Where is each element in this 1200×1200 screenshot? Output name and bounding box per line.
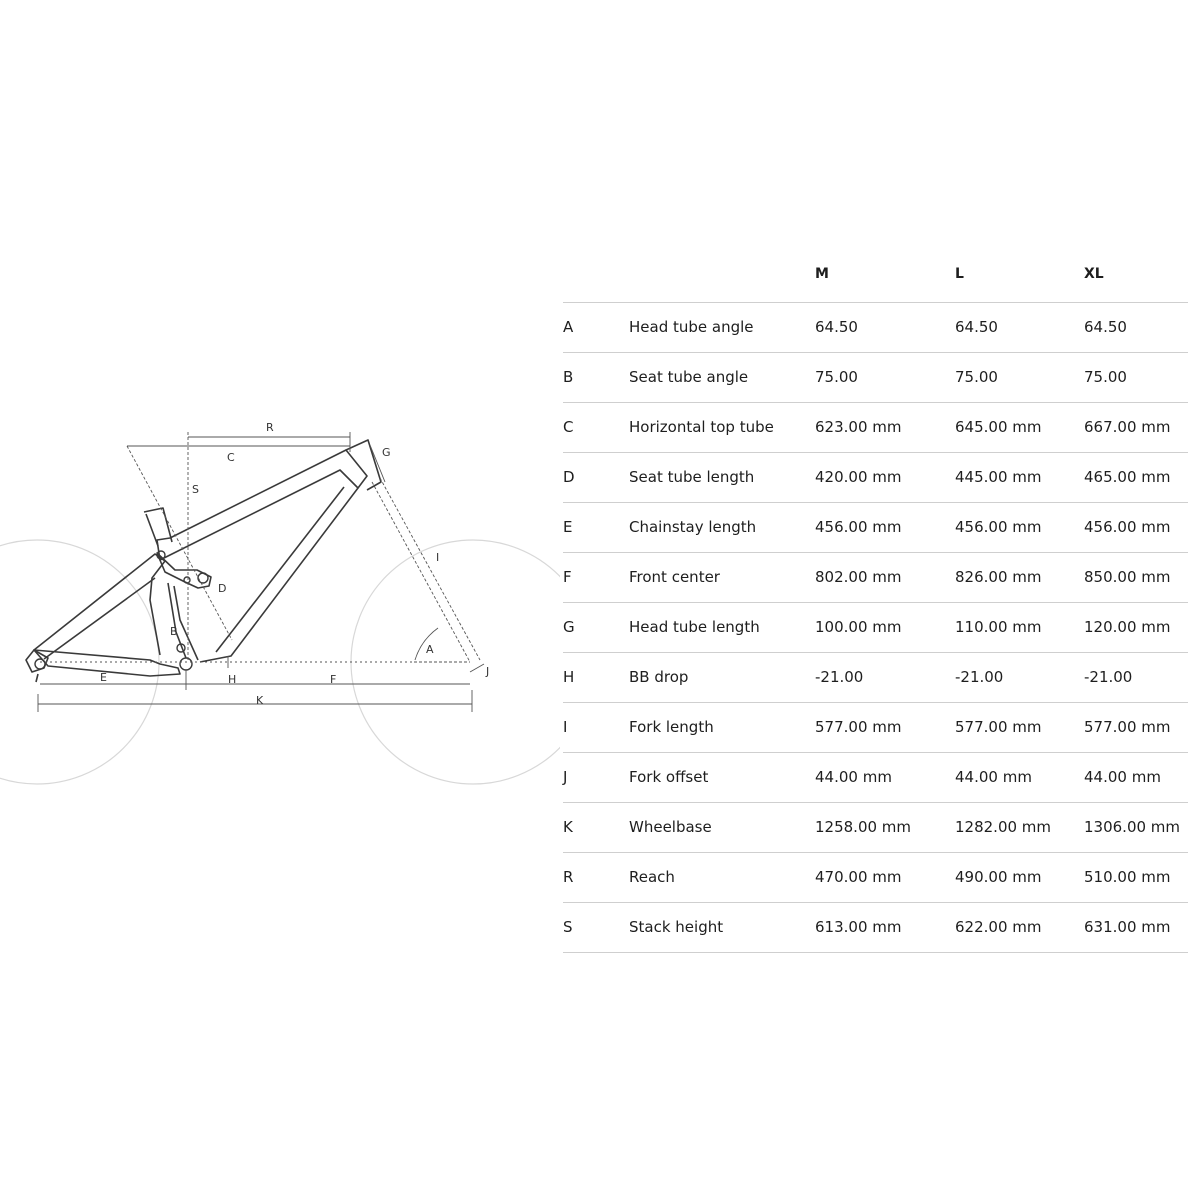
value-size-l: 456.00 mm bbox=[955, 518, 1042, 536]
row-code: F bbox=[563, 568, 572, 586]
value-size-m: 100.00 mm bbox=[815, 618, 902, 636]
value-size-m: 44.00 mm bbox=[815, 768, 892, 786]
row-code: I bbox=[563, 718, 568, 736]
dim-label-r: R bbox=[266, 421, 274, 434]
dim-label-b: B bbox=[170, 625, 178, 638]
geometry-table bbox=[563, 250, 1188, 953]
dim-label-c: C bbox=[227, 451, 235, 464]
dim-label-d: D bbox=[218, 582, 227, 595]
value-size-l: 490.00 mm bbox=[955, 868, 1042, 886]
value-size-l: 577.00 mm bbox=[955, 718, 1042, 736]
header-size-m: M bbox=[815, 266, 829, 282]
dim-label-h: H bbox=[228, 673, 237, 686]
row-name: Reach bbox=[629, 868, 675, 886]
row-name: Front center bbox=[629, 568, 720, 586]
dim-label-i: I bbox=[436, 551, 440, 564]
value-size-xl: 75.00 bbox=[1084, 368, 1127, 386]
dim-label-g: G bbox=[382, 446, 391, 459]
value-size-m: 623.00 mm bbox=[815, 418, 902, 436]
dim-label-s: S bbox=[192, 483, 199, 496]
frame-outline bbox=[26, 440, 381, 682]
value-size-l: 622.00 mm bbox=[955, 918, 1042, 936]
row-code: D bbox=[563, 468, 575, 486]
value-size-m: 802.00 mm bbox=[815, 568, 902, 586]
value-size-m: 577.00 mm bbox=[815, 718, 902, 736]
table-row bbox=[563, 303, 1188, 353]
table-header-row bbox=[563, 250, 1188, 303]
value-size-xl: 631.00 mm bbox=[1084, 918, 1171, 936]
value-size-m: 420.00 mm bbox=[815, 468, 902, 486]
header-size-l: L bbox=[955, 266, 964, 282]
table-row bbox=[563, 753, 1188, 803]
row-name: Chainstay length bbox=[629, 518, 757, 536]
table-row bbox=[563, 803, 1188, 853]
row-name: Wheelbase bbox=[629, 818, 712, 836]
value-size-xl: 465.00 mm bbox=[1084, 468, 1171, 486]
row-code: C bbox=[563, 418, 574, 436]
table-row bbox=[563, 703, 1188, 753]
value-size-xl: 667.00 mm bbox=[1084, 418, 1171, 436]
frame-geometry-diagram bbox=[0, 0, 560, 1200]
value-size-m: 75.00 bbox=[815, 368, 858, 386]
value-size-l: 645.00 mm bbox=[955, 418, 1042, 436]
value-size-xl: 850.00 mm bbox=[1084, 568, 1171, 586]
value-size-xl: 577.00 mm bbox=[1084, 718, 1171, 736]
table-body bbox=[563, 303, 1188, 953]
value-size-xl: 456.00 mm bbox=[1084, 518, 1171, 536]
table-row bbox=[563, 453, 1188, 503]
value-size-m: 1258.00 mm bbox=[815, 818, 912, 836]
table-row bbox=[563, 903, 1188, 953]
row-name: Horizontal top tube bbox=[629, 418, 774, 436]
row-name: Head tube angle bbox=[629, 318, 754, 336]
value-size-xl: -21.00 bbox=[1084, 668, 1133, 686]
value-size-l: 826.00 mm bbox=[955, 568, 1042, 586]
table-row bbox=[563, 403, 1188, 453]
value-size-xl: 1306.00 mm bbox=[1084, 818, 1181, 836]
value-size-l: 75.00 bbox=[955, 368, 998, 386]
value-size-l: -21.00 bbox=[955, 668, 1004, 686]
value-size-l: 1282.00 mm bbox=[955, 818, 1052, 836]
row-code: J bbox=[563, 768, 568, 786]
row-name: Seat tube angle bbox=[629, 368, 749, 386]
value-size-m: 470.00 mm bbox=[815, 868, 902, 886]
dim-label-k: K bbox=[256, 694, 264, 707]
value-size-l: 110.00 mm bbox=[955, 618, 1042, 636]
value-size-xl: 120.00 mm bbox=[1084, 618, 1171, 636]
value-size-l: 64.50 bbox=[955, 318, 998, 336]
value-size-l: 445.00 mm bbox=[955, 468, 1042, 486]
table-row bbox=[563, 653, 1188, 703]
row-name: Fork length bbox=[629, 718, 714, 736]
row-code: S bbox=[563, 918, 573, 936]
row-code: B bbox=[563, 368, 574, 386]
value-size-xl: 510.00 mm bbox=[1084, 868, 1171, 886]
value-size-m: 613.00 mm bbox=[815, 918, 902, 936]
dim-label-e: E bbox=[100, 671, 107, 684]
row-code: K bbox=[563, 818, 573, 836]
row-name: Head tube length bbox=[629, 618, 760, 636]
table-row bbox=[563, 853, 1188, 903]
row-code: R bbox=[563, 868, 574, 886]
row-code: E bbox=[563, 518, 573, 536]
row-name: BB drop bbox=[629, 668, 689, 686]
dim-label-a: A bbox=[426, 643, 434, 656]
header-size-xl: XL bbox=[1084, 266, 1104, 282]
table-row bbox=[563, 603, 1188, 653]
row-name: Seat tube length bbox=[629, 468, 755, 486]
table-row bbox=[563, 503, 1188, 553]
value-size-l: 44.00 mm bbox=[955, 768, 1032, 786]
row-code: A bbox=[563, 318, 574, 336]
value-size-xl: 64.50 bbox=[1084, 318, 1127, 336]
dim-label-f: F bbox=[330, 673, 337, 686]
row-name: Fork offset bbox=[629, 768, 709, 786]
value-size-xl: 44.00 mm bbox=[1084, 768, 1161, 786]
table-row bbox=[563, 553, 1188, 603]
value-size-m: 64.50 bbox=[815, 318, 858, 336]
value-size-m: 456.00 mm bbox=[815, 518, 902, 536]
value-size-m: -21.00 bbox=[815, 668, 864, 686]
row-code: G bbox=[563, 618, 575, 636]
dimension-lines bbox=[38, 432, 484, 712]
row-name: Stack height bbox=[629, 918, 724, 936]
table-row bbox=[563, 353, 1188, 403]
row-code: H bbox=[563, 668, 575, 686]
dim-label-j: J bbox=[486, 665, 490, 678]
